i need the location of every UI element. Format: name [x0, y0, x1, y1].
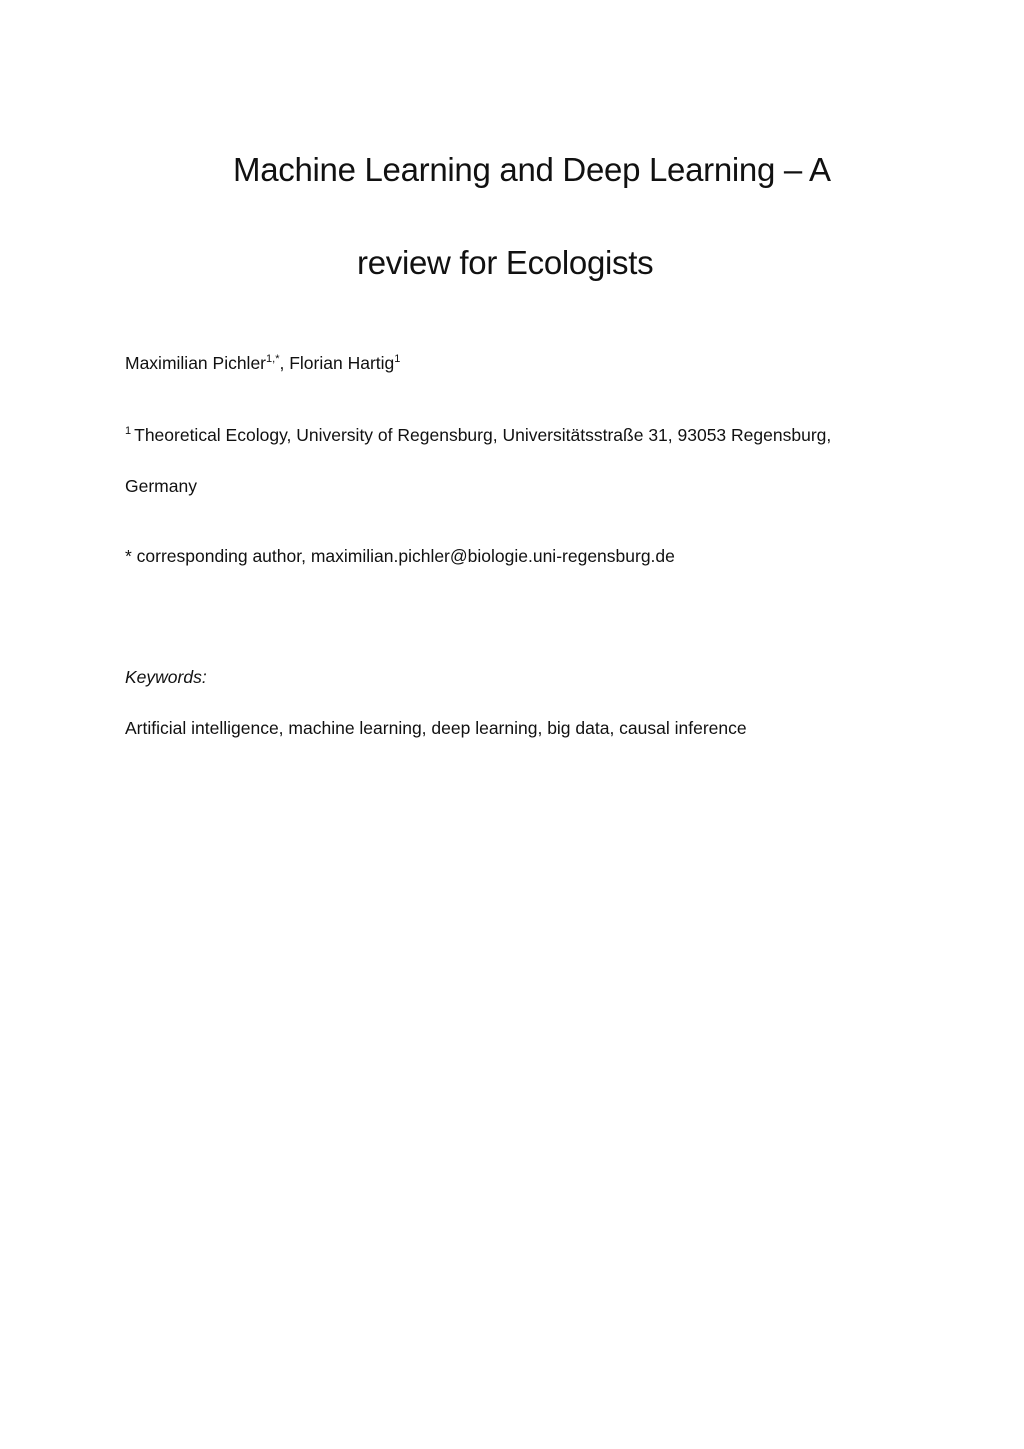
affiliation-text: Theoretical Ecology, University of Regensburg, Universitätsstraße 31, 93053 Regensburg,: [134, 425, 832, 445]
affiliation-country: Germany: [125, 476, 197, 496]
paper-title-line-2: review for Ecologists: [357, 244, 654, 281]
author-name-1: Maximilian Pichler: [125, 353, 267, 373]
author-list: [125, 355, 400, 373]
corresponding-author: * corresponding author, maximilian.pichler@biologie.uni-regensburg.de: [125, 546, 675, 566]
affiliation: [125, 427, 831, 445]
keywords-label: Keywords:: [125, 667, 207, 687]
author-1-affiliation-mark: 1,*: [266, 353, 280, 366]
author-separator: ,: [279, 353, 290, 373]
paper-title-line-1: Machine Learning and Deep Learning – A: [233, 151, 831, 188]
keywords-list: Artificial intelligence, machine learning, deep learning, big data, causal inference: [125, 718, 747, 738]
affiliation-marker: 1: [125, 425, 132, 437]
author-name-2: Florian Hartig: [289, 353, 395, 373]
author-2-affiliation-mark: 1: [394, 353, 401, 366]
